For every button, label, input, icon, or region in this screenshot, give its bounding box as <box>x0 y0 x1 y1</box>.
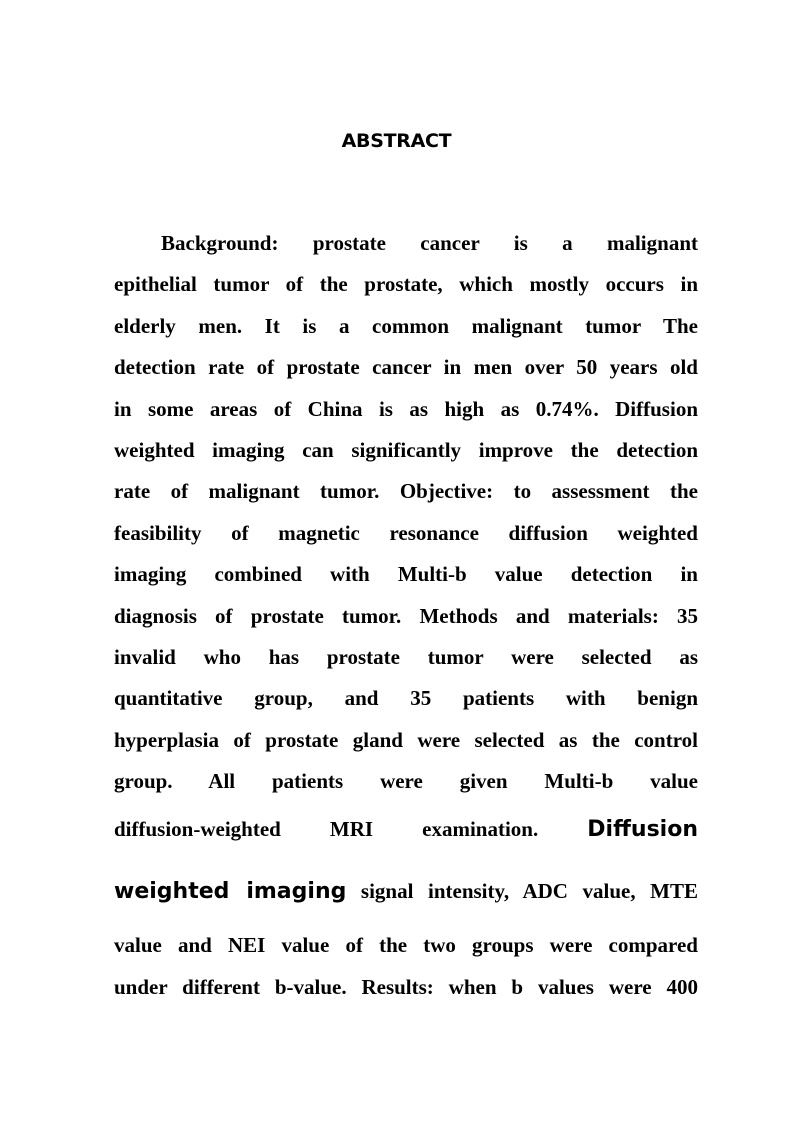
abstract-line-13: hyperplasia of prostate gland were selected as the control <box>114 728 698 752</box>
abstract-line-1: Background: prostate cancer is a malignant <box>161 231 698 255</box>
abstract-line-14: group. All patients were given Multi-b value <box>114 769 698 793</box>
abstract-line-15-sans: Diffusion <box>587 817 698 842</box>
abstract-line-12: quantitative group, and 35 patients with benign <box>114 686 698 710</box>
abstract-line-9: imaging combined with Multi-b value detection in <box>114 562 698 586</box>
abstract-line-4: detection rate of prostate cancer in men over 50 years old <box>114 355 698 379</box>
abstract-line-15-serif: diffusion-weighted MRI examination. <box>114 817 539 841</box>
abstract-line-3: elderly men. It is a common malignant tumor The <box>114 314 698 338</box>
abstract-line-10: diagnosis of prostate tumor. Methods and materials: 35 <box>114 604 698 628</box>
abstract-line-17: value and NEI value of the two groups were compared <box>114 933 698 957</box>
abstract-line-16-sans: weighted imaging <box>114 879 347 904</box>
abstract-title: ABSTRACT <box>341 130 452 152</box>
abstract-line-16-serif: signal intensity, ADC value, MTE <box>360 879 698 903</box>
abstract-line-6: weighted imaging can significantly improve the detection <box>114 438 698 462</box>
abstract-line-7: rate of malignant tumor. Objective: to assessment the <box>114 479 698 503</box>
abstract-line-16 <box>114 878 698 905</box>
abstract-line-2: epithelial tumor of the prostate, which mostly occurs in <box>114 272 698 296</box>
abstract-line-18: under different b-value. Results: when b values were 400 <box>114 975 698 999</box>
abstract-line-8: feasibility of magnetic resonance diffusion weighted <box>114 521 698 545</box>
abstract-line-11: invalid who has prostate tumor were selected as <box>114 645 698 669</box>
abstract-line-5: in some areas of China is as high as 0.74%. Diffusion <box>114 397 698 421</box>
abstract-line-15 <box>114 816 698 843</box>
